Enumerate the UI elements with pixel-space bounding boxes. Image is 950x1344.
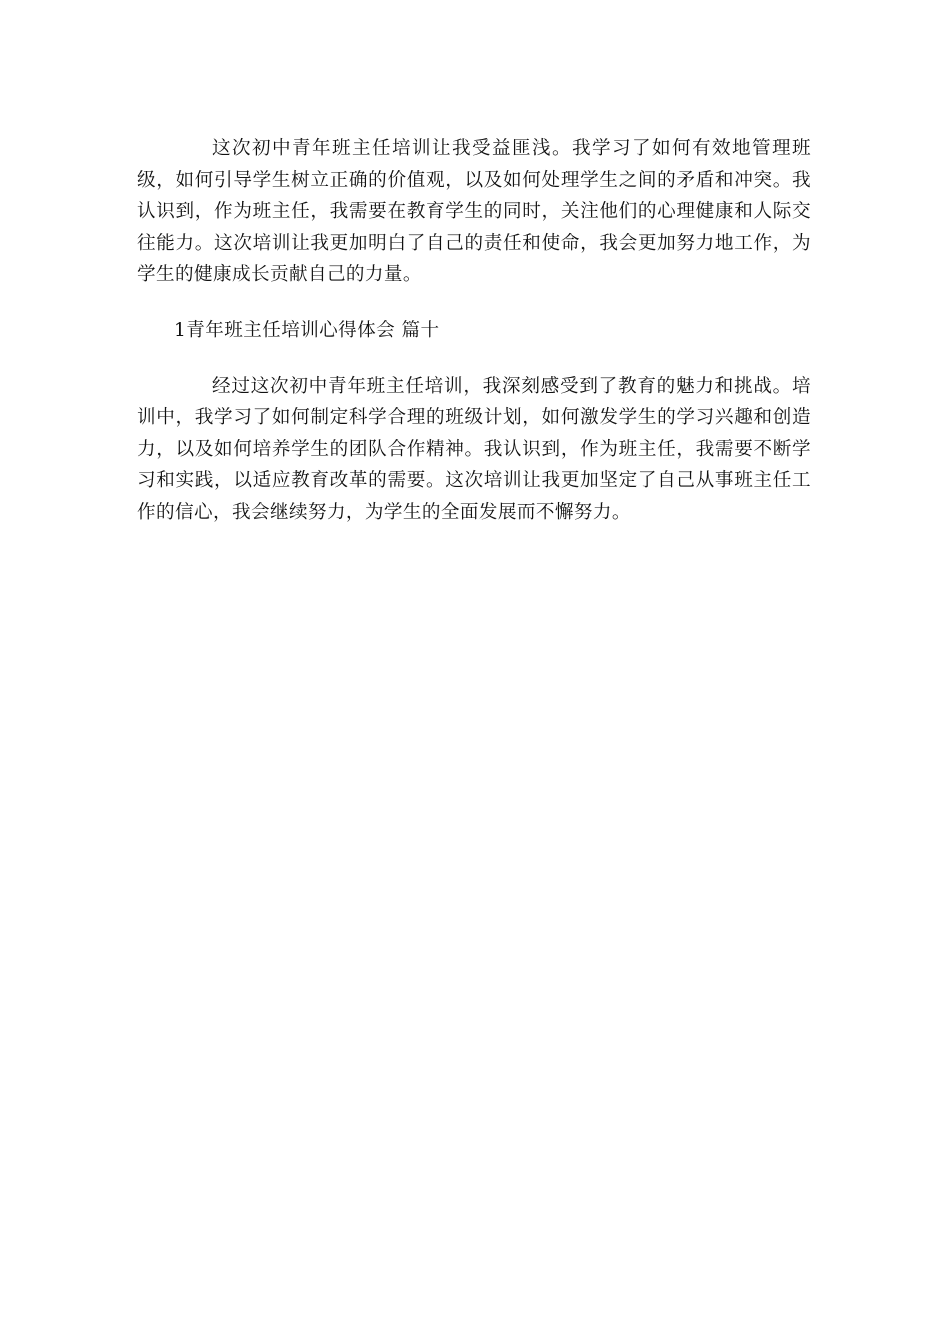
- document-body: [137, 133, 811, 529]
- section-heading: 1青年班主任培训心得体会 篇十: [174, 319, 440, 341]
- paragraph-reflection-2: 经过这次初中青年班主任培训，我深刻感受到了教育的魅力和挑战。培训中，我学习了如何制定科学合理的班级计划，如何激发学生的学习兴趣和创造力，以及如何培养学生的团队合作精神。我认识到，作为班主任，我需要不断学习和实践，以适应教育改革的需要。这次培训让我更加坚定了自己从事班主任工作的信心，我会继续努力，为学生的全面发展而不懈努力。: [137, 375, 811, 523]
- paragraph-reflection-1: 这次初中青年班主任培训让我受益匪浅。我学习了如何有效地管理班级，如何引导学生树立正确的价值观，以及如何处理学生之间的矛盾和冲突。我认识到，作为班主任，我需要在教育学生的同时，关注他们的心理健康和人际交往能力。这次培训让我更加明白了自己的责任和使命，我会更加努力地工作，为学生的健康成长贡献自己的力量。: [137, 138, 811, 286]
